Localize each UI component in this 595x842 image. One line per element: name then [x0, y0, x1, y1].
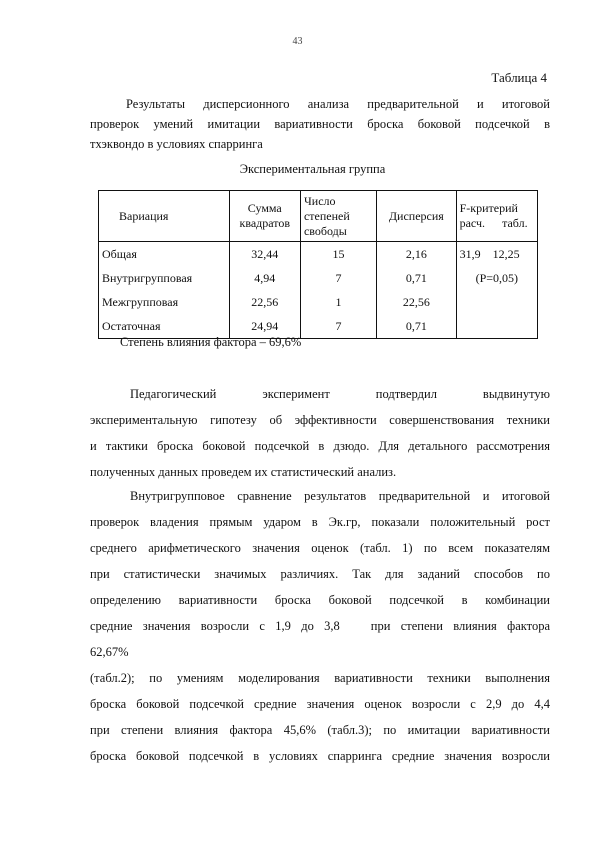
- paragraph-line: среднего арифметического значения оценок (табл. 1) по всем показателям: [90, 541, 550, 555]
- page-number: 43: [292, 36, 303, 47]
- paragraph-line: (табл.2); по умениям моделирования вариативности техники выполнения: [90, 671, 550, 685]
- paragraph-line: Внутригрупповое сравнение результатов предварительной и итоговой: [130, 489, 550, 503]
- header-sum-line-2: квадратов: [239, 216, 291, 230]
- cell-f: [456, 314, 537, 339]
- header-df-line-3: свободы: [303, 223, 347, 238]
- group-title: Экспериментальная группа: [239, 162, 386, 176]
- caption-line-2: проверок умений имитации вариативности броска боковой подсечкой в: [90, 117, 550, 131]
- paragraph-line: 62,67%: [90, 645, 129, 659]
- cell-variation: Остаточная: [99, 314, 230, 339]
- cell-df: 15: [300, 242, 376, 267]
- paragraph-line: при степени влияния фактора 45,6% (табл.3); по имитации вариативности: [90, 723, 550, 737]
- paragraph-line: Педагогический эксперимент подтвердил выдвинутую: [130, 387, 550, 401]
- paragraph-line: при статистически значимых различиях. Так для заданий способов по: [90, 567, 550, 581]
- paragraph-1: [90, 381, 550, 485]
- header-fcrit-calc: расч.: [459, 216, 486, 230]
- header-fcrit-line-1: F-критерий: [459, 201, 518, 215]
- cell-dispersion: 22,56: [377, 290, 457, 314]
- table-label: Таблица 4: [491, 70, 547, 85]
- cell-sum: 24,94: [229, 314, 300, 339]
- cell-variation: Внутригрупповая: [99, 266, 230, 290]
- header-fcrit-line-2: [460, 216, 534, 231]
- paragraph-line: средние значения возросли с 1,9 до 3,8 при степени влияния фактора: [90, 619, 550, 633]
- cell-dispersion: 0,71: [377, 266, 457, 290]
- cell-f: [456, 290, 537, 314]
- table-row: [99, 266, 538, 290]
- header-sum-line-1: Сумма: [247, 201, 282, 215]
- header-df-line-1: Число: [303, 193, 336, 208]
- factor-influence-line: Степень влияния фактора – 69,6%: [120, 335, 302, 349]
- cell-df: 7: [300, 314, 376, 339]
- paragraph-line: и тактики броска боковой подсечкой в дзюдо. Для детального рассмотрения: [90, 439, 550, 453]
- cell-variation: Общая: [99, 242, 230, 267]
- cell-f: (Р=0,05): [456, 266, 537, 290]
- header-fcrit-tabl: табл.: [502, 216, 528, 230]
- paragraph-line: полученных данных проведем их статистический анализ.: [90, 465, 397, 479]
- table-caption: [90, 94, 550, 154]
- cell-df: 1: [300, 290, 376, 314]
- cell-f: 31,9 12,25: [456, 242, 537, 267]
- caption-line-3: тхэквондо в условиях спарринга: [90, 137, 263, 151]
- header-sum: [229, 191, 300, 242]
- cell-sum: 32,44: [229, 242, 300, 267]
- cell-sum: 22,56: [229, 290, 300, 314]
- table-row: [99, 290, 538, 314]
- paragraph-line: экспериментальную гипотезу об эффективности совершенствования техники: [90, 413, 550, 427]
- cell-variation: Межгрупповая: [99, 290, 230, 314]
- header-df-line-2: степеней: [303, 208, 350, 223]
- anova-table: [98, 190, 538, 339]
- cell-df: 7: [300, 266, 376, 290]
- paragraph-line: броска боковой подсечкой средние значения оценок возросли с 2,9 до 4,4: [90, 697, 550, 711]
- paragraph-line: броска боковой подсечкой в условиях спарринга средние значения возросли: [90, 749, 550, 763]
- paragraph-2: [90, 483, 550, 769]
- caption-line-1: Результаты дисперсионного анализа предварительной и итоговой: [126, 97, 550, 111]
- cell-dispersion: 2,16: [377, 242, 457, 267]
- paragraph-line: проверок владения прямым ударом в Эк.гр, показали положительный рост: [90, 515, 550, 529]
- header-fcrit: [456, 191, 537, 242]
- cell-dispersion: 0,71: [377, 314, 457, 339]
- header-dispersion: Дисперсия: [377, 191, 457, 242]
- header-variation: Вариация: [99, 191, 230, 242]
- header-df: [300, 191, 376, 242]
- paragraph-line: определению вариативности броска боковой подсечкой в комбинации: [90, 593, 550, 607]
- table-row: [99, 242, 538, 267]
- cell-sum: 4,94: [229, 266, 300, 290]
